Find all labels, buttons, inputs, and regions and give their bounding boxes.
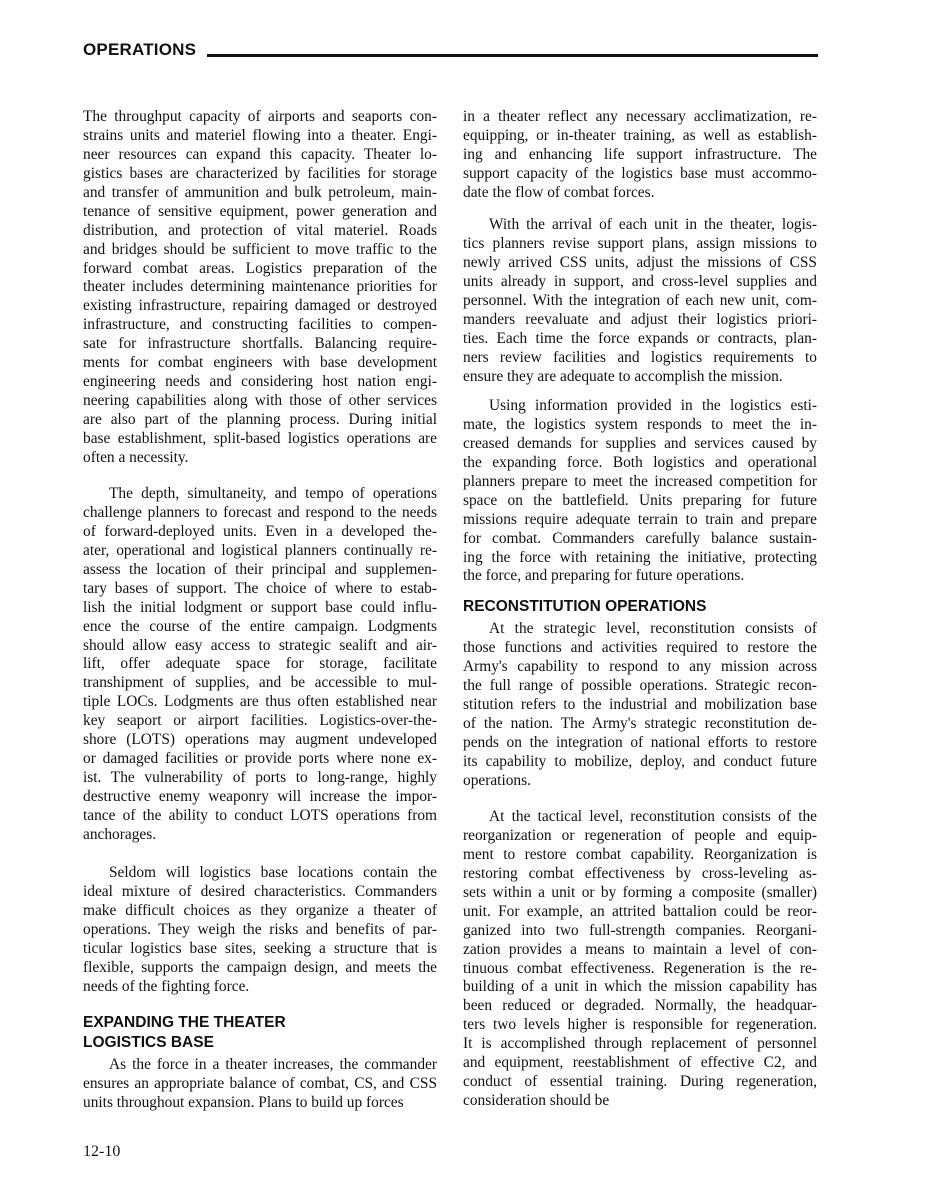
- text-line: ing the force with retaining the initiative, protecting: [463, 548, 817, 566]
- page-number: 12-10: [83, 1143, 121, 1160]
- text-line: the expanding force. Both logistics and operational: [463, 453, 817, 471]
- text-line: building of a unit in which the mission capability has: [463, 978, 817, 996]
- text-line: for combat. Commanders carefully balance sustain-: [463, 529, 817, 547]
- text-line: mate, the logistics system responds to meet the in-: [463, 415, 817, 433]
- text-line: anchorages.: [83, 825, 157, 843]
- text-line: shore (LOTS) operations may augment undeveloped: [83, 731, 437, 749]
- heading-line: EXPANDING THE THEATER: [83, 1014, 286, 1031]
- text-line: creased demands for supplies and services caused by: [463, 434, 817, 452]
- text-line: date the flow of combat forces.: [463, 183, 655, 201]
- text-line: needs of the fighting force.: [83, 977, 250, 995]
- text-line: personnel. With the integration of each new unit, com-: [463, 291, 817, 309]
- text-line: been reduced or degraded. Normally, the headquar-: [463, 997, 817, 1015]
- text-line: tenance of sensitive equipment, power generation and: [83, 202, 437, 220]
- text-line: conduct of essential training. During regeneration,: [463, 1073, 817, 1091]
- text-line: assess the location of their principal and supplemen-: [83, 560, 437, 578]
- text-line: ties. Each time the force expands or contracts, plan-: [463, 329, 817, 347]
- text-line: planners prepare to meet the increased competition for: [463, 472, 817, 490]
- text-line: engineering needs and considering host nation engi-: [83, 373, 437, 391]
- text-line: operations.: [463, 771, 531, 789]
- text-line: sets within a unit or by forming a composite (smaller): [463, 883, 817, 901]
- text-line: manders reevaluate and adjust their logistics priori-: [463, 310, 817, 328]
- text-line: Using information provided in the logistics esti-: [489, 397, 817, 414]
- text-line: distribution, and protection of vital materiel. Roads: [83, 221, 437, 239]
- text-line: It is accomplished through replacement of personnel: [463, 1035, 817, 1053]
- text-line: ing and enhancing life support infrastructure. The: [463, 145, 817, 163]
- text-line: of forward-deployed units. Even in a developed the-: [83, 522, 437, 540]
- text-line: tinuous combat effectiveness. Regeneration is the re-: [463, 959, 817, 977]
- text-line: The depth, simultaneity, and tempo of operations: [109, 485, 437, 502]
- text-line: ments for combat engineers with base development: [83, 354, 437, 372]
- text-line: flexible, supports the campaign design, and meets the: [83, 958, 437, 976]
- text-line: equipping, or in-theater training, as well as establish-: [463, 126, 817, 144]
- text-line: sate for infrastructure shortfalls. Balancing require-: [83, 335, 437, 353]
- text-line: lish the initial lodgment or support base could influ-: [83, 598, 437, 616]
- text-line: ensures an appropriate balance of combat, CS, and CSS: [83, 1074, 437, 1092]
- text-line: As the force in a theater increases, the commander: [109, 1056, 437, 1073]
- text-line: destructive enemy weaponry will increase the impor-: [83, 788, 437, 805]
- paragraph: [83, 1056, 437, 1113]
- text-line: and transfer of ammunition and bulk petroleum, main-: [83, 183, 437, 201]
- text-line: challenge planners to forecast and respond to the needs: [83, 503, 437, 521]
- paragraph: [83, 485, 437, 845]
- text-line: its capability to mobilize, deploy, and conduct future: [463, 752, 817, 770]
- header-rule: [207, 54, 818, 57]
- text-line: pends on the integration of national efforts to restore: [463, 733, 817, 751]
- text-line: ticular logistics base sites, seeking a structure that is: [83, 939, 437, 957]
- text-line: ence the course of the entire campaign. Lodgments: [83, 617, 437, 635]
- text-line: newly arrived CSS units, adjust the missions of CSS: [463, 253, 817, 271]
- text-line: and equipment, reestablishment of effective C2, and: [463, 1054, 817, 1072]
- text-line: ment to restore combat capability. Reorganization is: [463, 845, 817, 863]
- text-line: ganized into two full-strength companies. Reorgani-: [463, 921, 817, 939]
- text-line: missions require adequate terrain to train and prepare: [463, 510, 817, 528]
- paragraph: [463, 397, 817, 586]
- text-line: tance of the ability to conduct LOTS operations from: [83, 806, 437, 824]
- text-line: existing infrastructure, repairing damaged or destroyed: [83, 297, 437, 315]
- text-line: ners review facilities and logistics requirements to: [463, 348, 817, 366]
- heading-line: RECONSTITUTION OPERATIONS: [463, 598, 707, 615]
- text-line: Army's capability to respond to any mission across: [463, 657, 817, 675]
- text-line: operations. They weigh the risks and benefits of par-: [83, 920, 437, 938]
- text-line: space on the battlefield. Units preparing for future: [463, 491, 817, 509]
- text-line: tary bases of support. The choice of where to estab-: [83, 579, 437, 597]
- section-heading: [83, 1013, 437, 1053]
- running-header: OPERATIONS: [83, 40, 197, 59]
- text-line: should allow easy access to strategic sealift and air-: [83, 636, 437, 654]
- text-line: lift, offer adequate space for storage, facilitate: [83, 655, 437, 673]
- text-line: of the nation. The Army's strategic reconstitution de-: [463, 714, 817, 732]
- text-line: infrastructure, and constructing facilities to compen-: [83, 316, 437, 334]
- text-line: tiple LOCs. Lodgments are thus often established near: [83, 693, 437, 711]
- text-line: ideal mixture of desired characteristics. Commanders: [83, 882, 437, 900]
- paragraph: [83, 108, 437, 468]
- text-line: consideration should be: [463, 1092, 610, 1110]
- text-line: often a necessity.: [83, 448, 189, 466]
- text-line: make difficult choices as they organize a theater of: [83, 901, 437, 919]
- text-line: Seldom will logistics base locations contain the: [109, 864, 437, 881]
- text-line: zation provides a means to maintain a level of con-: [463, 940, 817, 958]
- paragraph: [463, 216, 817, 386]
- text-line: The throughput capacity of airports and seaports con-: [83, 108, 437, 125]
- text-line: those functions and activities required to restore the: [463, 638, 817, 656]
- text-line: ensure they are adequate to accomplish the mission.: [463, 367, 783, 385]
- text-line: gistics bases are characterized by facilities for storage: [83, 164, 437, 182]
- text-line: forward combat areas. Logistics preparation of the: [83, 259, 437, 277]
- text-line: At the strategic level, reconstitution consists of: [489, 620, 817, 637]
- paragraph: [83, 864, 437, 997]
- heading-line: LOGISTICS BASE: [83, 1034, 214, 1051]
- text-line: neer resources can expand this capacity. Theater lo-: [83, 145, 437, 163]
- text-line: At the tactical level, reconstitution consists of the: [489, 808, 817, 825]
- text-line: theater includes determining maintenance priorities for: [83, 278, 437, 296]
- text-line: and bridges should be sufficient to move traffic to the: [83, 240, 437, 258]
- text-line: stitution refers to the industrial and mobilization base: [463, 695, 817, 713]
- text-line: transhipment of supplies, and be accessible to mul-: [83, 674, 437, 692]
- section-heading: [463, 597, 817, 617]
- text-line: ters two levels higher is responsible for regeneration.: [463, 1016, 817, 1034]
- paragraph: [463, 620, 817, 790]
- paragraph: [463, 108, 817, 203]
- text-line: reorganization or regeneration of people and equip-: [463, 826, 817, 844]
- text-line: units throughout expansion. Plans to build up forces: [83, 1093, 404, 1111]
- text-line: strains units and materiel flowing into a theater. Engi-: [83, 126, 437, 144]
- text-line: tics planners revise support plans, assign missions to: [463, 234, 817, 252]
- text-line: neering capabilities along with those of other services: [83, 392, 437, 410]
- text-line: key seaport or airport facilities. Logistics-over-the-: [83, 712, 437, 730]
- text-line: ater, operational and logistical planners continually re-: [83, 541, 437, 559]
- text-line: units already in support, and cross-level supplies and: [463, 272, 817, 290]
- text-line: ist. The vulnerability of ports to long-range, highly: [83, 769, 437, 787]
- text-line: in a theater reflect any necessary acclimatization, re-: [463, 108, 817, 125]
- text-line: are also part of the planning process. During initial: [83, 411, 437, 428]
- text-line: or damaged facilities or provide ports where none ex-: [83, 750, 437, 768]
- text-line: base establishment, split-based logistics operations are: [83, 429, 437, 447]
- text-line: support capacity of the logistics base must accommo-: [463, 164, 817, 182]
- text-line: With the arrival of each unit in the theater, logis-: [489, 216, 817, 233]
- text-line: the full range of possible operations. Strategic recon-: [463, 676, 817, 694]
- text-line: unit. For example, an attrited battalion could be reor-: [463, 902, 817, 920]
- paragraph: [463, 808, 817, 1111]
- text-line: restoring combat effectiveness by cross-leveling as-: [463, 864, 817, 882]
- text-line: the force, and preparing for future operations.: [463, 567, 745, 585]
